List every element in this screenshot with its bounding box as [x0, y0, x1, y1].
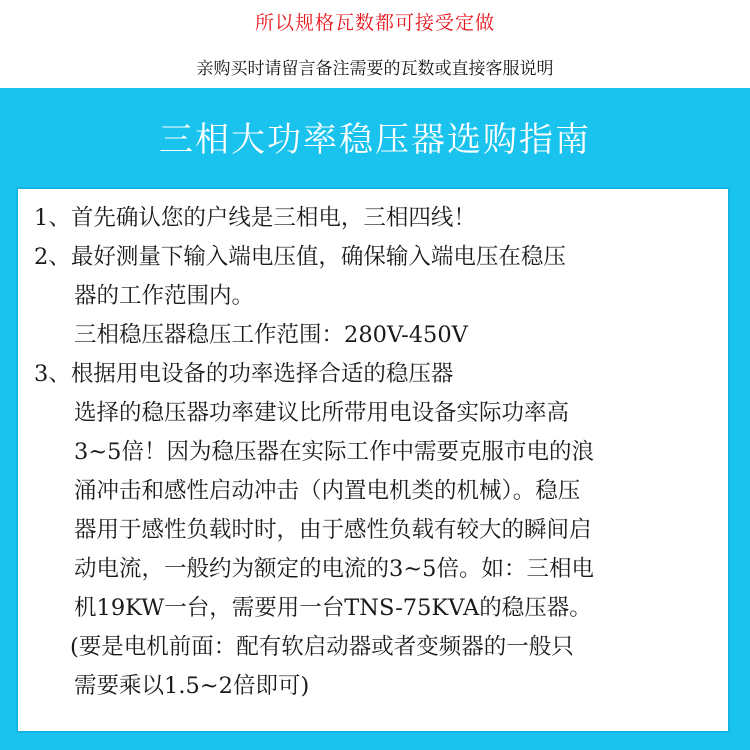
guide-line-5: 3、根据用电设备的功率选择合适的稳压器 [34, 361, 454, 387]
guide-line-12: (要是电机前面：配有软启动器或者变频器的一般只 [70, 634, 574, 660]
guide-line-8: 涌冲击和感性启动冲击（内置电机类的机械）。稳压 [74, 478, 581, 504]
guide-line-13: 需要乘以1.5~2倍即可) [74, 673, 310, 699]
order-remark-notice: 亲购买时请留言备注需要的瓦数或直接客服说明 [196, 59, 554, 79]
custom-order-notice: 所以规格瓦数都可接受定做 [254, 12, 495, 34]
guide-line-3: 器的工作范围内。 [74, 283, 255, 309]
guide-line-6: 选择的稳压器功率建议比所带用电设备实际功率高 [74, 400, 570, 426]
guide-line-7: 3~5倍！因为稳压器在实际工作中需要克服市电的浪 [74, 439, 594, 465]
guide-content [16, 187, 730, 733]
guide-frame [0, 88, 750, 750]
guide-line-9: 器用于感性负载时时，由于感性负载有较大的瞬间启 [74, 517, 592, 543]
guide-line-1: 1、首先确认您的户线是三相电，三相四线！ [34, 205, 476, 231]
guide-line-11: 机19KW一台，需要用一台TNS-75KVA的稳压器。 [74, 595, 592, 621]
guide-line-2: 2、最好测量下输入端电压值，确保输入端电压在稳压 [34, 244, 566, 270]
title-band [0, 88, 750, 184]
page-title: 三相大功率稳压器选购指南 [159, 119, 591, 160]
guide-line-10: 动电流，一般约为额定的电流的3~5倍。如：三相电 [74, 556, 594, 582]
guide-line-4: 三相稳压器稳压工作范围：280V-450V [74, 322, 468, 348]
